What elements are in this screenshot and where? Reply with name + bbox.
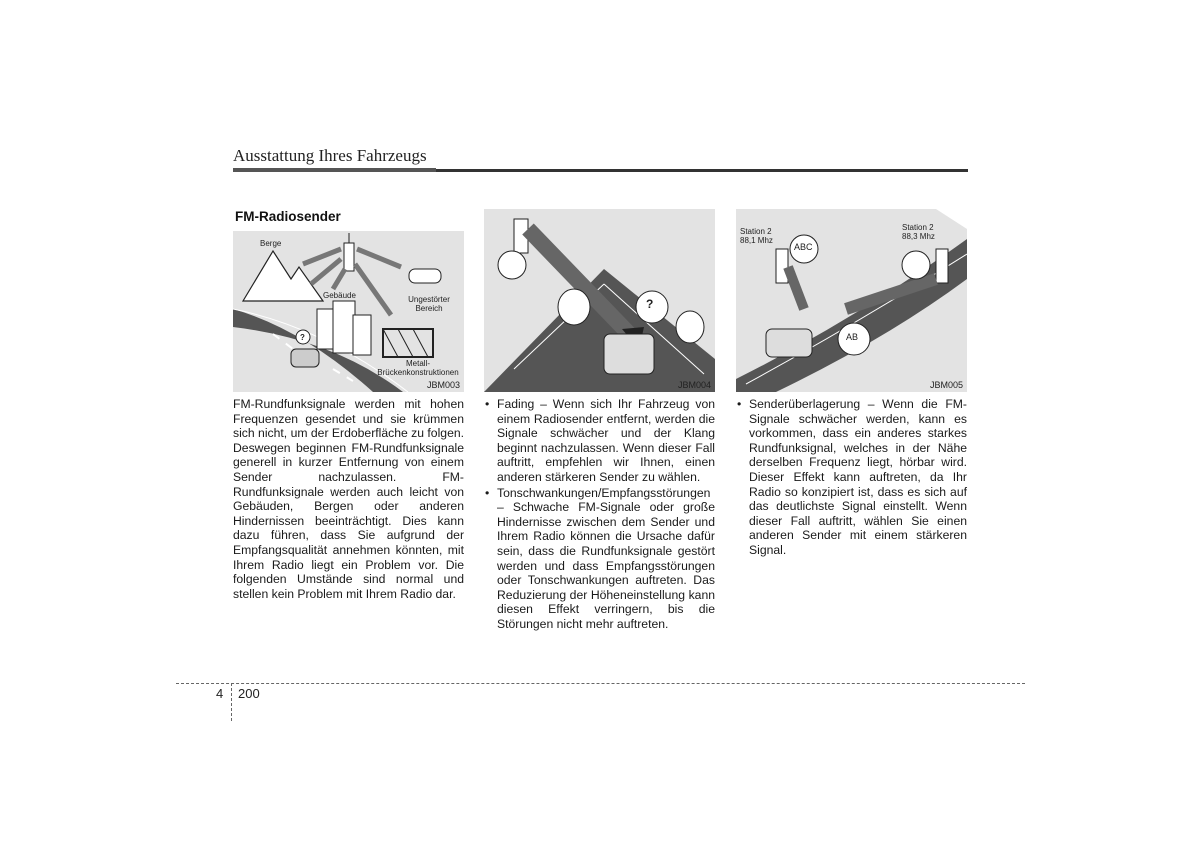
bullet-fading: • Fading – Wenn sich Ihr Fahrzeug von einem Radiosender entfernt, werden die Signale schwächer und der Klang beginnt nachzulassen. Wenn dieser Fall auftritt, empfehlen wir Ihnen, einen anderen stärkeren Sender zu wählen. — [484, 397, 715, 485]
label-unobstructed: Ungestörter Bereich — [408, 295, 450, 313]
figure-station-overlap — [736, 209, 967, 392]
label-mountains: Berge — [260, 239, 282, 248]
column-left: FM-Rundfunksignale werden mit hohen Frequenzen gesendet und sie krümmen sich nicht, um der Erdoberfläche zu folgen. Deswegen beginnen FM-Rundfunksignale generell in kurzer Entfernung von einem Sender nachzulassen. FM-Rundfunksignale werden auch leicht von Gebäuden, Bergen oder anderen Hindernissen beeinträchtigt. Dies kann dazu führen, dass Sie aufgrund der Empfangsqualität annehmen könnten, mit Ihrem Radio liegt ein Problem vor. Die folgenden Umstände sind normal und stellen kein Problem mit Ihrem Radio dar. — [233, 397, 465, 601]
page-header-title: Ausstattung Ihres Fahrzeugs — [233, 146, 427, 165]
figure-id: JBM004 — [677, 380, 711, 390]
label-question: ? — [300, 333, 305, 342]
label-question: ? — [646, 297, 654, 311]
column-right — [736, 397, 967, 559]
label-station-left: Station 2 88,1 Mhz — [740, 227, 773, 245]
label-buildings: Gebäude — [323, 291, 356, 300]
label-abc-top: ABC — [794, 242, 813, 252]
page-number: 200 — [238, 686, 260, 701]
column-middle — [484, 397, 715, 633]
chapter-number: 4 — [216, 686, 224, 701]
fading-illustration — [484, 209, 715, 392]
header-rule-accent — [233, 168, 436, 172]
footer-rule — [176, 683, 1025, 684]
label-station-right: Station 2 88,3 Mhz — [902, 223, 935, 241]
figure-title: FM-Radiosender — [235, 209, 341, 224]
figure-id: JBM005 — [929, 380, 963, 390]
label-bridge: Metall-Brückenkonstruktionen — [377, 359, 459, 377]
figure-id: JBM003 — [426, 380, 460, 390]
figure-fm-radio-station — [233, 209, 464, 392]
label-abc-bottom: AB — [846, 332, 859, 342]
bullet-station-overlap: • Senderüberlagerung – Wenn die FM-Signale schwächer werden, kann es vorkommen, dass ein anderes starkes Rundfunksignal, welches in der Nähe derselben Frequenz liegt, hörbar wird. Dieser Effekt kann auftreten, da Ihr Radio so konzipiert ist, dass es sich auf das deutlichste Signal einstellt. Wenn dieser Fall auftritt, wählen Sie einen anderen Sender mit einem stärkeren Signal. — [736, 397, 967, 558]
footer-divider — [231, 683, 232, 721]
figure-fading — [484, 209, 715, 392]
bullet-tone-fluctuation: • Tonschwankungen/Empfangsstörungen – Schwache FM-Signale oder große Hindernisse zwischen dem Sender und Ihrem Radio können die Ursache dafür sein, dass die Rundfunksignale gestört werden und dass Empfangsstörungen oder Tonschwankungen auftreten. Das Reduzierung der Höheneinstellung kann diesen Effekt verringern, bis die Störungen nicht mehr auftreten. — [484, 486, 715, 632]
